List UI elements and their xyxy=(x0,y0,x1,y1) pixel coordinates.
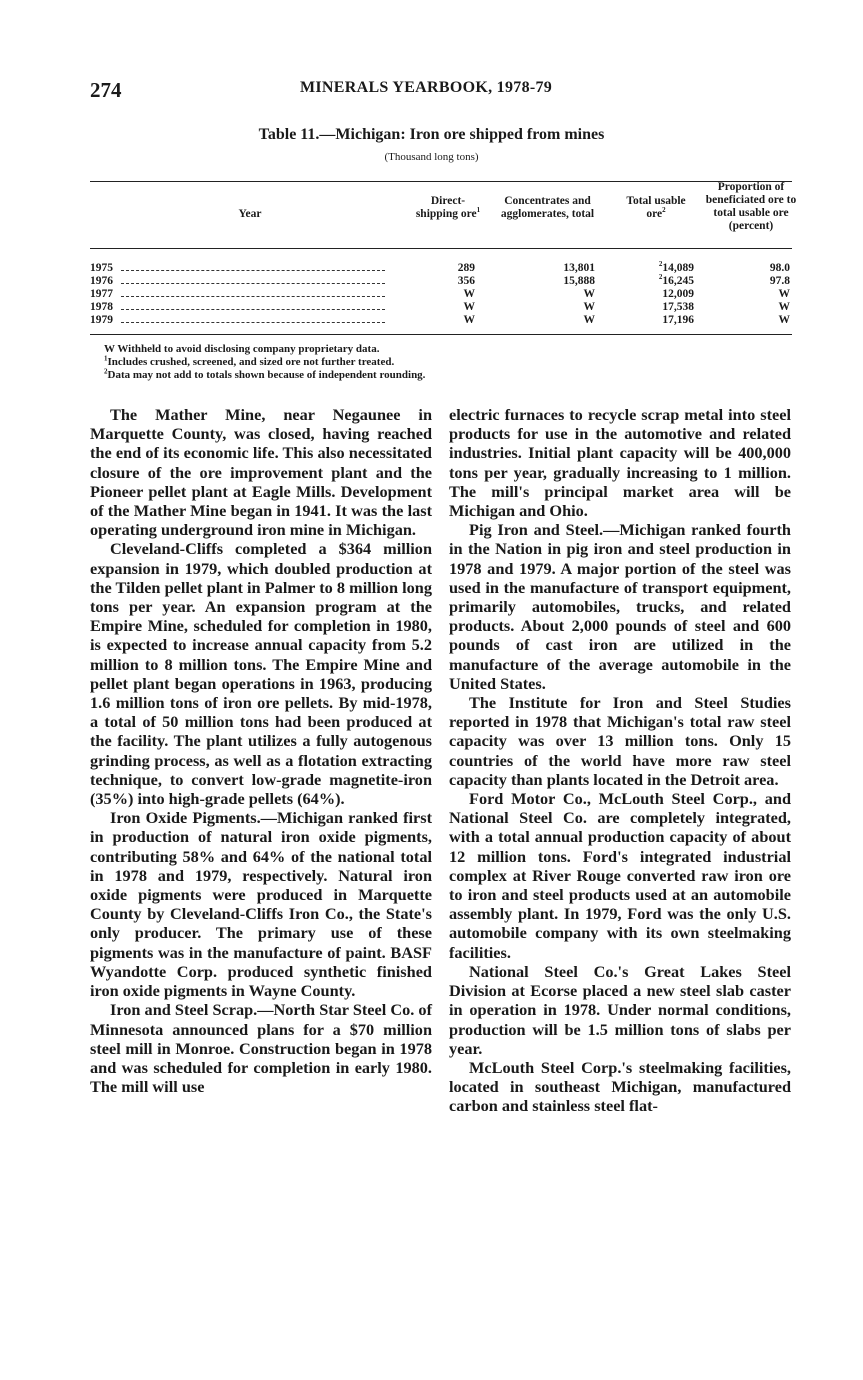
cell-total: $^2$16,245 xyxy=(658,273,694,287)
right-column xyxy=(449,405,791,1116)
table-title: Table 11.—Michigan: Iron ore shipped from mines xyxy=(258,126,605,143)
cell-direct: 289 xyxy=(457,262,475,274)
paragraph: The Mather Mine, near Negaunee in Marquette County, was closed, having reached the end of its economic life. This also necessitated closure of the ore improvement plant and the Pioneer pellet plant at Eagle Mills. Development of the Mather Mine began in 1941. It was the last operating underground iron mine in Michigan. xyxy=(90,405,432,540)
cell-direct: W xyxy=(463,301,475,313)
cell-direct: W xyxy=(463,314,475,326)
cell-proportion: W xyxy=(778,314,790,326)
cell-concentrates: W xyxy=(583,301,595,313)
paragraph: Iron and Steel Scrap.—North Star Steel Co. of Minnesota announced plans for a $70 million steel mill in Monroe. Construction began in 1978 and was scheduled for completion in early 1980. The mill will use xyxy=(90,1000,432,1097)
paragraph: Cleveland-Cliffs completed a $364 million expansion in 1979, which doubled production at the Tilden pellet plant in Palmer to 8 million long tons per year. An expansion program at the Empire Mine, scheduled for completion in 1980, is expected to increase annual capacity from 5.2 million to 8 million tons. The Empire Mine and pellet plant began operations in 1963, producing 1.6 million tons of iron ore pellets. By mid-1978, a total of 50 million tons had been produced at the facility. The plant utilizes a fully autogenous grinding process, as well as a flotation extracting technique, to convert low-grade magnetite-iron (35%) into high-grade pellets (64%). xyxy=(90,539,432,809)
section-heading: Iron and Steel Scrap.— xyxy=(110,1000,274,1020)
cell-proportion: W xyxy=(778,288,790,300)
section-heading: Pig Iron and Steel.— xyxy=(469,520,620,540)
table-header-rule xyxy=(90,248,792,249)
header-direct-shipping: Direct-shipping ore$^1$ xyxy=(415,195,481,220)
header-concentrates: Concentrates and agglomerates, total xyxy=(500,195,595,220)
running-title: MINERALS YEARBOOK, 1978-79 xyxy=(300,79,553,96)
table-bottom-rule xyxy=(90,334,792,335)
cell-concentrates: W xyxy=(583,314,595,326)
cell-concentrates: 15,888 xyxy=(563,275,595,287)
header-proportion: Proportion of beneficiated ore to total usable ore (percent) xyxy=(705,181,797,232)
header-total-usable: Total usable ore$^2$ xyxy=(626,195,686,220)
paragraph: The Institute for Iron and Steel Studies reported in 1978 that Michigan's total raw steel capacity was over 13 million tons. Only 15 countries of the world have more raw steel capacity than plants located in the Detroit area. xyxy=(449,693,791,789)
header-year: Year xyxy=(238,208,262,220)
cell-direct: W xyxy=(463,288,475,300)
cell-concentrates: 13,801 xyxy=(563,262,595,274)
table-row: 1976 xyxy=(90,275,385,287)
table-row: 1978 xyxy=(90,301,385,313)
paragraph: electric furnaces to recycle scrap metal into steel products for use in the automotive and related industries. Initial plant capacity will be 400,000 tons per year, gradually increasing to 1 million. The mill's principal market area will be Michigan and Ohio. xyxy=(449,405,791,521)
table-row: 1977 xyxy=(90,288,385,300)
paragraph: Pig Iron and Steel.—Michigan ranked fourth in the Nation in pig iron and steel production in 1978 and 1979. A major portion of the steel was used in the manufacture of transport equipment, primarily automobiles, trucks, and related products. About 2,000 pounds of steel and 600 pounds of cast iron are utilized in the manufacture of the average automobile in the United States. xyxy=(449,520,791,693)
cell-total: $^2$14,089 xyxy=(658,260,694,274)
cell-proportion: 98.0 xyxy=(769,262,790,274)
table-row: 1979 xyxy=(90,314,385,326)
cell-direct: 356 xyxy=(457,275,475,287)
paragraph: McLouth Steel Corp.'s steelmaking facilities, located in southeast Michigan, manufactured carbon and stainless steel flat- xyxy=(449,1057,791,1116)
table-units: (Thousand long tons) xyxy=(384,151,479,163)
cell-proportion: 97.8 xyxy=(769,275,790,287)
section-heading: Iron Oxide Pigments.— xyxy=(110,808,277,828)
table-row: 1975 xyxy=(90,262,385,274)
footnote-w: W Withheld to avoid disclosing company proprietary data. xyxy=(104,343,380,355)
cell-total: 12,009 xyxy=(662,288,694,300)
footnote-1: $^1$Includes crushed, screened, and sized ore not further treated. xyxy=(104,354,395,368)
footnote-2: $^2$Data may not add to totals shown because of independent rounding. xyxy=(104,367,426,381)
paragraph: Ford Motor Co., McLouth Steel Corp., and National Steel Co. are completely integrated, with a total annual production capacity of about 12 million tons. Ford's integrated industrial complex at River Rouge converted raw iron ore to iron and steel products used at an automobile assembly plant. In 1979, Ford was the only U.S. automobile company with its own steelmaking facilities. xyxy=(449,789,791,962)
cell-proportion: W xyxy=(778,301,790,313)
cell-concentrates: W xyxy=(583,288,595,300)
paragraph: Iron Oxide Pigments.—Michigan ranked first in production of natural iron oxide pigments, contributing 58% and 64% of the national total in 1978 and 1979, respectively. Natural iron oxide pigments were produced in Marquette County by Cleveland-Cliffs Iron Co., the State's only producer. The primary use of these pigments was in the manufacture of paint. BASF Wyandotte Corp. produced synthetic finished iron oxide pigments in Wayne County. xyxy=(90,808,433,1001)
left-column xyxy=(90,405,432,1096)
cell-total: 17,196 xyxy=(662,314,694,326)
page-number: 274 xyxy=(90,78,122,102)
table-top-rule xyxy=(90,181,792,182)
paragraph: National Steel Co.'s Great Lakes Steel Division at Ecorse placed a new steel slab caster in operation in 1978. Under normal conditions, production will be 1.5 million tons of slabs per year. xyxy=(449,961,791,1058)
cell-total: 17,538 xyxy=(662,301,694,313)
